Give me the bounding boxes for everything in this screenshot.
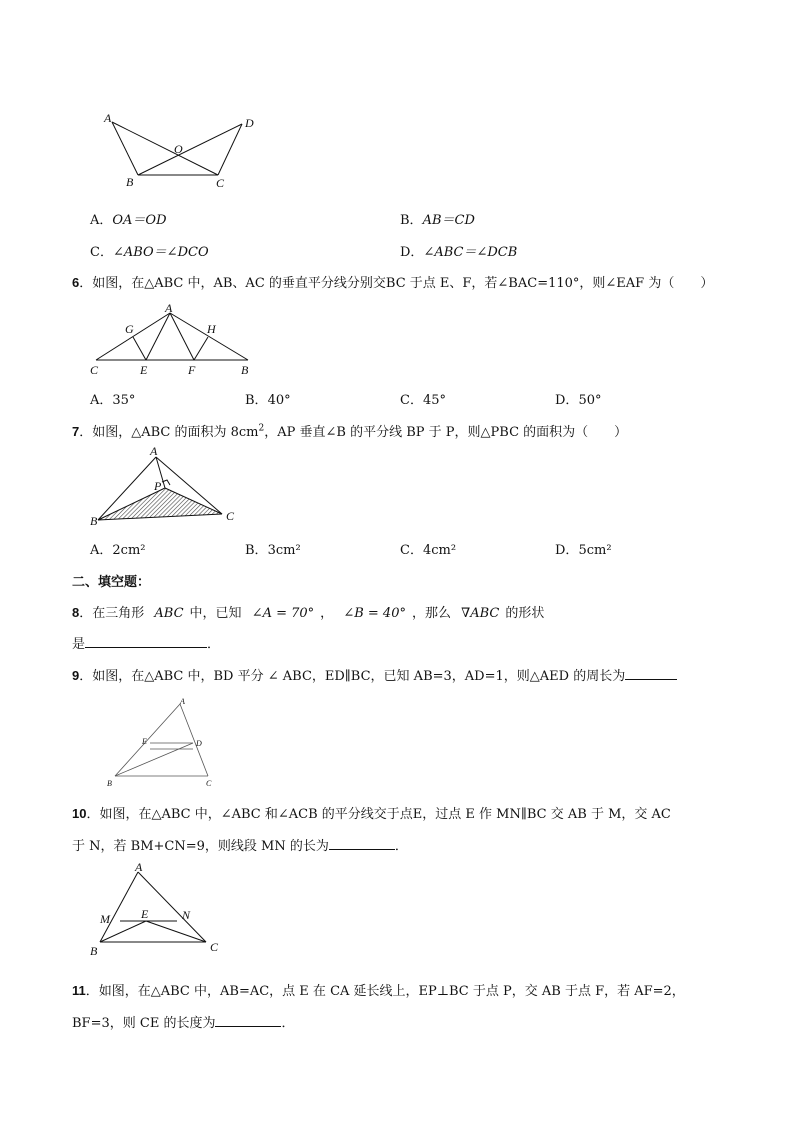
q7-option-a: A．2cm² <box>90 543 146 558</box>
label-A: A <box>150 444 158 458</box>
label-D: D <box>245 116 254 130</box>
answer-blank[interactable] <box>215 1014 281 1027</box>
label-H: H <box>207 322 216 336</box>
q6-option-b: B．40° <box>245 393 291 408</box>
q6-option-a: A．35° <box>90 393 136 408</box>
label-A: A <box>104 111 112 125</box>
q11-stem-line2: BF=3，则 CE 的长度为 ． <box>72 1016 295 1031</box>
label-P: P <box>154 479 162 493</box>
answer-blank[interactable] <box>329 837 395 850</box>
section-title: 二、填空题： <box>72 574 151 589</box>
q10-stem-line2: 于 N，若 BM+CN=9，则线段 MN 的长为 ． <box>72 839 408 854</box>
label-B: B <box>90 944 98 958</box>
label-D: D <box>196 739 202 748</box>
q6-figure <box>90 302 260 377</box>
label-F: F <box>188 363 196 377</box>
label-A: A <box>135 860 143 874</box>
label-B: B <box>126 175 134 189</box>
label-C: C <box>226 509 235 523</box>
q6-option-c: C．45° <box>400 393 446 408</box>
q7-figure <box>90 445 240 530</box>
label-E: E <box>140 363 148 377</box>
q5-option-b: B．AB＝CD <box>400 213 475 228</box>
q8-line2: 是 ． <box>72 637 221 652</box>
q7-option-b: B．3cm² <box>245 543 301 558</box>
q10-figure <box>88 860 228 960</box>
label-C: C <box>210 940 219 954</box>
q5-option-c: C．∠ABO＝∠DCO <box>90 245 209 260</box>
answer-blank[interactable] <box>85 635 207 648</box>
q5-option-a: A．OA＝OD <box>90 213 167 228</box>
q9-stem: 9．如图，在△ABC 中，BD 平分 ∠ ABC，ED∥BC，已知 AB=3，AD=1，则△AED 的周长为 <box>72 665 677 684</box>
label-N: N <box>182 908 191 922</box>
label-C: C <box>206 779 212 788</box>
label-C: C <box>90 363 99 377</box>
answer-blank[interactable] <box>625 667 677 680</box>
label-B: B <box>241 363 249 377</box>
label-B: B <box>90 514 98 528</box>
q8-stem: 8．在三角形 ABC 中，已知 ∠A = 70° ， ∠B = 40° ，那么 ∇ABC 的形状 <box>72 605 545 621</box>
q9-figure <box>105 693 225 788</box>
label-A: A <box>180 697 185 706</box>
q6-option-d: D．50° <box>555 393 602 408</box>
q6-stem: 6．如图，在△ABC 中，AB、AC 的垂直平分线分别交BC 于点 E、F，若∠BAC=110°，则∠EAF 为（ ） <box>72 275 714 291</box>
label-M: M <box>100 912 110 926</box>
label-C: C <box>216 176 225 190</box>
q7-option-d: D．5cm² <box>555 543 612 558</box>
q10-stem-line1: 10．如图，在△ABC 中，∠ABC 和∠ACB 的平分线交于点E，过点 E 作 MN∥BC 交 AB 于 M，交 AC <box>72 806 671 822</box>
q7-option-c: C．4cm² <box>400 543 457 558</box>
label-E: E <box>141 907 149 921</box>
q7-stem: 7．如图，△ABC 的面积为 $8cm^2$，AP 垂直∠B 的平分线 BP 于 P，则△PBC 的面积为（ ） <box>72 423 628 440</box>
q5-option-d: D．∠ABC＝∠DCB <box>400 245 518 260</box>
label-O: O <box>174 142 183 156</box>
label-B: B <box>107 779 112 788</box>
q5-figure <box>100 110 260 190</box>
label-E: E <box>142 737 147 746</box>
label-G: G <box>125 322 134 336</box>
label-A: A <box>165 301 173 315</box>
q11-stem-line1: 11．如图，在△ABC 中，AB=AC，点 E 在 CA 延长线上，EP⊥BC 于点 P，交 AB 于点 F，若 AF=2， <box>72 983 685 999</box>
